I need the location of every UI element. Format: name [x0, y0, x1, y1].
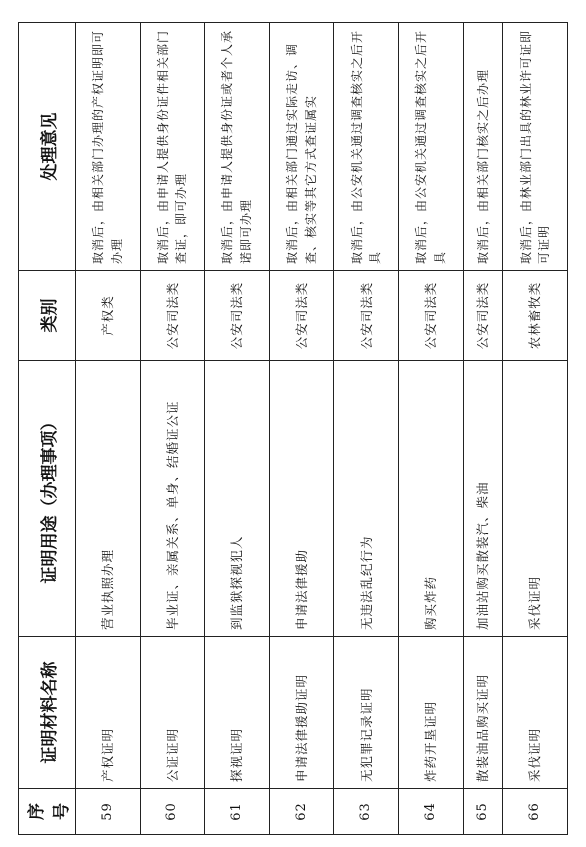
- row-number: 64: [399, 789, 464, 835]
- header-category: 类别: [19, 271, 76, 361]
- category: 产权类: [76, 271, 141, 361]
- usage: 营业执照办理: [76, 361, 141, 637]
- header-name: 证明材料名称: [19, 637, 76, 789]
- certificate-table: [18, 22, 568, 835]
- header-row: [19, 23, 76, 835]
- usage: 无违法乱纪行为: [334, 361, 399, 637]
- row-number: 59: [76, 789, 141, 835]
- header-use: 证明用途（办理事项）: [19, 361, 76, 637]
- category: 农林畜牧类: [503, 271, 568, 361]
- row-number: 62: [269, 789, 334, 835]
- material-name: 炸药开垦证明: [399, 637, 464, 789]
- material-name: 产权证明: [76, 637, 141, 789]
- header-opinion: 处理意见: [19, 23, 76, 271]
- opinion: 取消后，由申请人提供身份证或者个人承诺即可办理: [205, 23, 270, 271]
- table-row: [205, 23, 270, 835]
- table-row: [76, 23, 141, 835]
- category: 公安司法类: [334, 271, 399, 361]
- opinion: 取消后，由相关部门办理的产权证明即可办理: [76, 23, 141, 271]
- opinion: 取消后，由公安机关通过调查核实之后开具: [334, 23, 399, 271]
- opinion: 取消后，由公安机关通过调查核实之后开具: [399, 23, 464, 271]
- category: 公安司法类: [140, 271, 205, 361]
- material-name: 无犯罪记录证明: [334, 637, 399, 789]
- category: 公安司法类: [463, 271, 503, 361]
- usage: 购买炸药: [399, 361, 464, 637]
- row-number: 65: [463, 789, 503, 835]
- table-row: [140, 23, 205, 835]
- category: 公安司法类: [399, 271, 464, 361]
- table-row: [269, 23, 334, 835]
- material-name: 采伐证明: [503, 637, 568, 789]
- usage: 采伐证明: [503, 361, 568, 637]
- category: 公安司法类: [205, 271, 270, 361]
- table-row: [334, 23, 399, 835]
- row-number: 66: [503, 789, 568, 835]
- row-number: 60: [140, 789, 205, 835]
- opinion: 取消后，由申请人提供身份证件相关部门查证，即可办理: [140, 23, 205, 271]
- table-row: [399, 23, 464, 835]
- material-name: 申请法律援助证明: [269, 637, 334, 789]
- usage: 加油站购买散装汽、柴油: [463, 361, 503, 637]
- usage: 毕业证、亲属关系、单身、结婚证公证: [140, 361, 205, 637]
- header-no: 序号: [19, 789, 76, 835]
- table-row: [503, 23, 568, 835]
- material-name: 探视证明: [205, 637, 270, 789]
- row-number: 63: [334, 789, 399, 835]
- material-name: 公证证明: [140, 637, 205, 789]
- category: 公安司法类: [269, 271, 334, 361]
- usage: 到监狱探视犯人: [205, 361, 270, 637]
- usage: 申请法律援助: [269, 361, 334, 637]
- opinion: 取消后，由林业部门出具的林业许可证即可证明: [503, 23, 568, 271]
- material-name: 散装油品购买证明: [463, 637, 503, 789]
- table-row: [463, 23, 503, 835]
- opinion: 取消后，由相关部门通过实际走访、调查、核实等其它方式查证属实: [269, 23, 334, 271]
- row-number: 61: [205, 789, 270, 835]
- opinion: 取消后，由相关部门核实之后办理: [463, 23, 503, 271]
